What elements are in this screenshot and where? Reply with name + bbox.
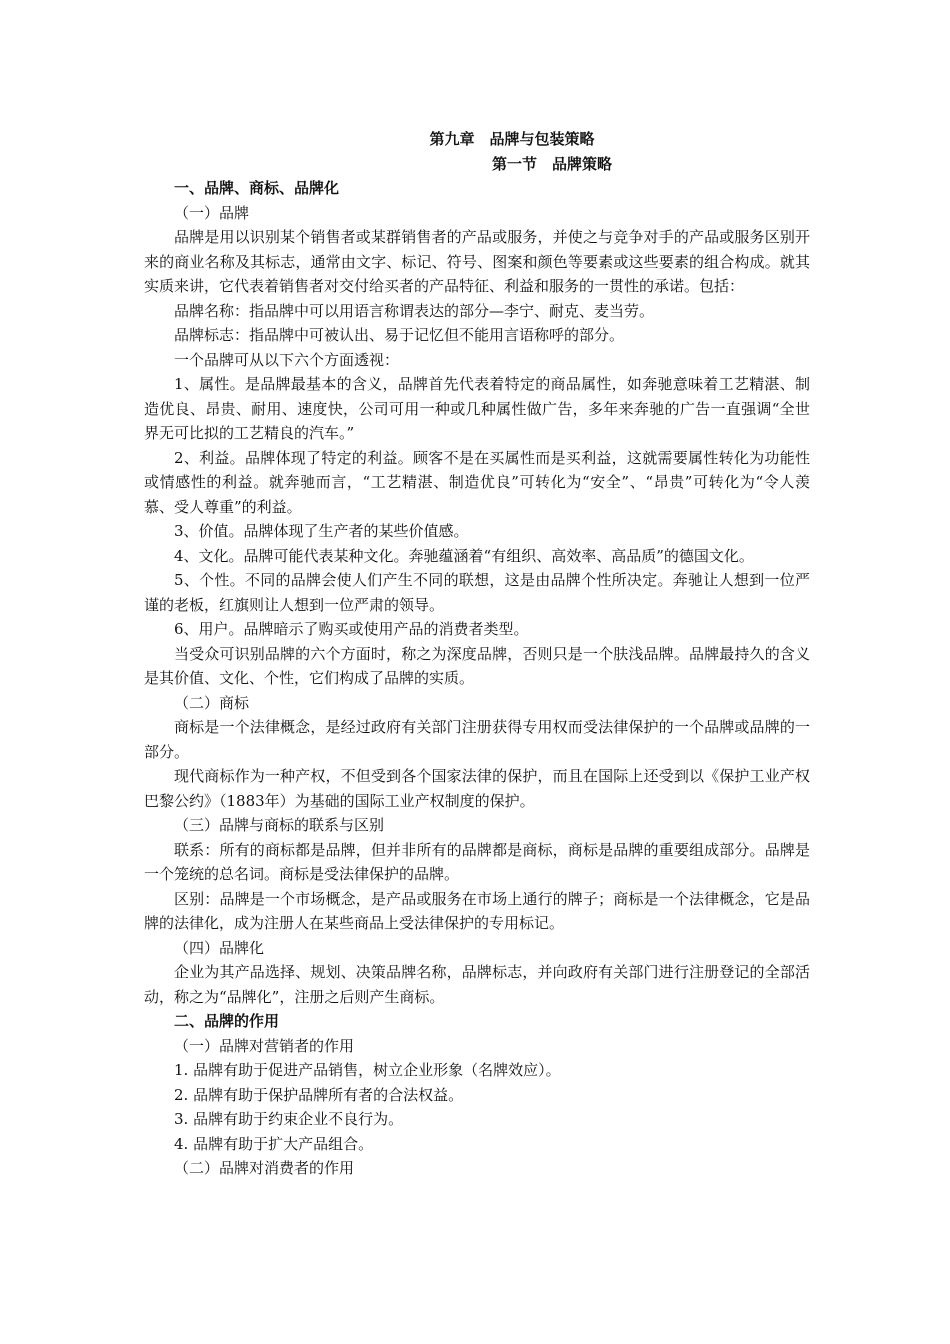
paragraph: 3、价值。品牌体现了生产者的某些价值感。 [174, 522, 469, 540]
paragraph: 当受众可识别品牌的六个方面时，称之为深度品牌，否则只是一个肤浅品牌。品牌最持久的含义是其价值、文化、个性，它们构成了品牌的实质。 [144, 644, 810, 687]
list-item: 2. 品牌有助于保护品牌所有者的合法权益。 [174, 1085, 464, 1104]
paragraph: 2、利益。品牌体现了特定的利益。顾客不是在买属性而是买利益，这就需要属性转化为功能性或情感性的利益。就奔驰而言，“工艺精湛、制造优良”可转化为“安全”、“昂贵”可转化为“令人羡慕、受人尊重”的利益。 [144, 448, 810, 516]
paragraph: 企业为其产品选择、规划、决策品牌名称，品牌标志，并向政府有关部门进行注册登记的全部活动，称之为“品牌化”，注册之后则产生商标。 [144, 963, 810, 1006]
paragraph: 6、用户。品牌暗示了购买或使用产品的消费者类型。 [174, 620, 529, 638]
heading-1: 一、品牌、商标、品牌化 [174, 179, 340, 197]
paragraph: 品牌标志：指品牌中可被认出、易于记忆但不能用言语称呼的部分。 [174, 326, 625, 344]
paragraph: 品牌是用以识别某个销售者或某群销售者的产品或服务，并使之与竞争对手的产品或服务区别开来的商业名称及其标志，通常由文字、标记、符号、图案和颜色等要素或这些要素的组合构成。就其实质来讲，它代表着销售者对交付给买者的产品特征、利益和服务的一贯性的承诺。包括： [144, 228, 810, 295]
chapter-title: 第九章 品牌与包装策略 [429, 130, 595, 148]
heading-2: 二、品牌的作用 [174, 1012, 280, 1030]
paragraph: 联系：所有的商标都是品牌，但并非所有的品牌都是商标，商标是品牌的重要组成部分。品牌是一个笼统的总名词。商标是受法律保护的品牌。 [144, 840, 810, 883]
paragraph: 现代商标作为一种产权，不但受到各个国家法律的保护，而且在国际上还受到以《保护工业产权巴黎公约》（1883年）为基础的国际工业产权制度的保护。 [144, 767, 810, 810]
subheading-trademark: （二）商标 [174, 693, 250, 712]
paragraph: 区别：品牌是一个市场概念，是产品或服务在市场上通行的牌子；商标是一个法律概念，它是品牌的法律化，成为注册人在某些商品上受法律保护的专用标记。 [144, 889, 810, 932]
paragraph: 品牌名称：指品牌中可以用语言称谓表达的部分—李宁、耐克、麦当劳。 [174, 301, 655, 320]
document-body [144, 127, 810, 1181]
paragraph: 商标是一个法律概念，是经过政府有关部门注册获得专用权而受法律保护的一个品牌或品牌的一部分。 [144, 718, 810, 761]
subheading-brand: （一）品牌 [174, 203, 250, 222]
paragraph: 一个品牌可从以下六个方面透视： [174, 350, 400, 369]
subheading-branding: （四）品牌化 [174, 938, 265, 957]
paragraph: 1、属性。是品牌最基本的含义，品牌首先代表着特定的商品属性，如奔驰意味着工艺精湛、制造优良、昂贵、耐用、速度快，公司可用一种或几种属性做广告，多年来奔驰的广告一直强调“全世界无可比拟的工艺精良的汽车。” [144, 375, 810, 442]
list-item: 3. 品牌有助于约束企业不良行为。 [174, 1110, 404, 1128]
subheading-consumer: （二）品牌对消费者的作用 [174, 1159, 355, 1177]
subheading-marketer: （一）品牌对营销者的作用 [174, 1036, 355, 1055]
list-item: 1. 品牌有助于促进产品销售，树立企业形象（名牌效应）。 [174, 1061, 561, 1079]
list-item: 4. 品牌有助于扩大产品组合。 [174, 1134, 374, 1153]
paragraph: 4、文化。品牌可能代表某种文化。奔驰蕴涵着“有组织、高效率、高品质”的德国文化。 [174, 546, 754, 565]
paragraph: 5、个性。不同的品牌会使人们产生不同的联想，这是由品牌个性所决定。奔驰让人想到一位严谨的老板，红旗则让人想到一位严肃的领导。 [144, 571, 810, 614]
subheading-relation: （三）品牌与商标的联系与区别 [174, 816, 385, 834]
section-title: 第一节 品牌策略 [491, 154, 612, 173]
